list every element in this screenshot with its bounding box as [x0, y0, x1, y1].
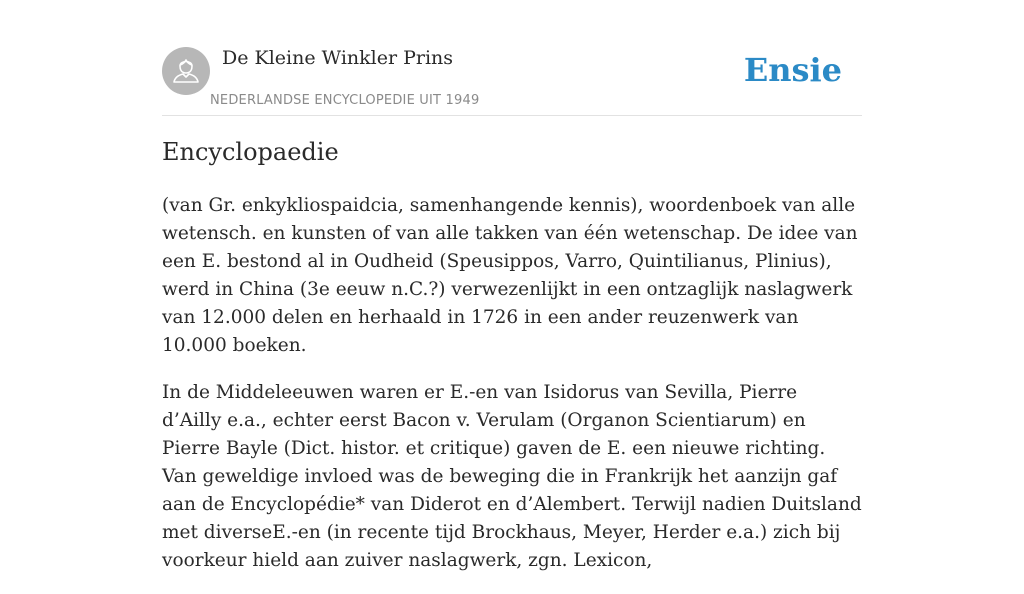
source-avatar[interactable] [162, 47, 210, 95]
article-title: Encyclopaedie [162, 138, 339, 166]
article-paragraph: (van Gr. enkykliospaidcia, samenhangende kennis), woordenboek van alle wetensch. en kunsten of van alle takken van één wetenschap. De idee van een E. bestond al in Oudheid (Speusippos, Varro, Quintilianus, Plinius), werd in China (3e eeuw n.C.?) verwezenlijkt in een ontzaglijk naslagwerk van 12.000 delen en herhaald in 1726 in een ander reuzenwerk van 10.000 boeken. [162, 195, 858, 356]
brand-logo[interactable]: Ensie [743, 51, 842, 89]
source-header [162, 47, 862, 116]
source-title[interactable]: De Kleine Winkler Prins [222, 47, 454, 69]
article-paragraph: In de Middeleeuwen waren er E.-en van Isidorus van Sevilla, Pierre d’Ailly e.a., echter eerst Bacon v. Verulam (Organon Scientiarum) en Pierre Bayle (Dict. histor. et critique) gaven de E. een nieuwe richting. Van geweldige invloed was de beweging die in Frankrijk het aanzijn gaf aan de Encyclopédie* van Diderot en d’Alembert. Terwijl nadien Duitsland met diverseE.-en (in recente tijd Brockhaus, Meyer, Herder e.a.) zich bij voorkeur hield aan zuiver naslagwerk, zgn. Lexicon, [162, 382, 862, 571]
source-subtitle: NEDERLANDSE ENCYCLOPEDIE UIT 1949 [210, 93, 480, 108]
user-silhouette-icon [162, 47, 210, 95]
article-body [162, 192, 862, 594]
